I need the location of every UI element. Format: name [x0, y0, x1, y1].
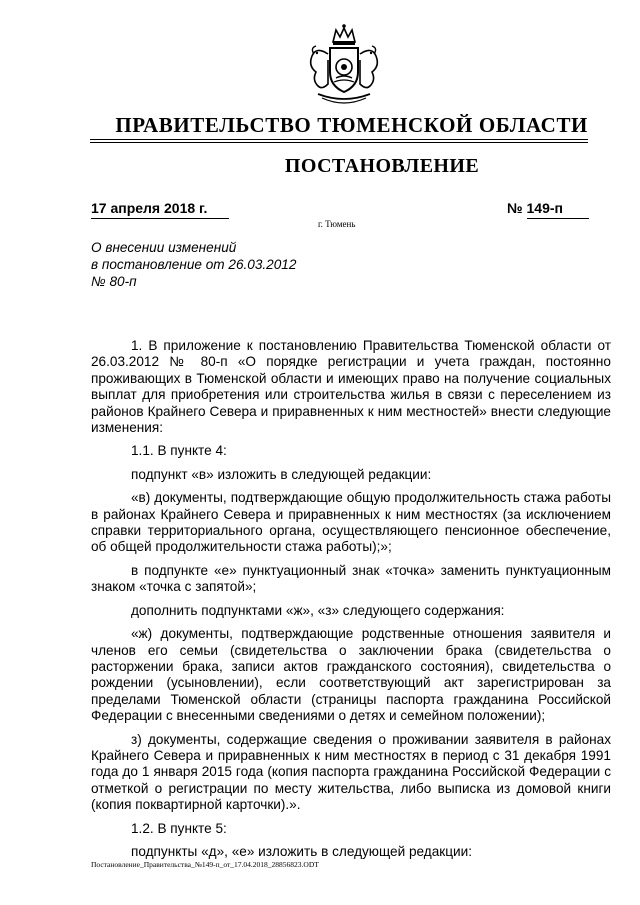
- body-paragraph: подпункты «д», «е» изложить в следующей редакции:: [131, 843, 472, 859]
- title-rule-upper: [90, 139, 588, 140]
- document-number-field: [507, 200, 593, 219]
- organization-title: ПРАВИТЕЛЬСТВО ТЮМЕНСКОЙ ОБЛАСТИ: [115, 113, 588, 137]
- subject-line: № 80-п: [91, 274, 137, 289]
- coat-of-arms-emblem: [298, 20, 390, 112]
- body-paragraph: в подпункте «е» пунктуационный знак «точка» заменить пунктуационным знаком «точка с запятой»;: [91, 562, 611, 595]
- body-paragraph: подпункт «в» изложить в следующей редакции:: [131, 466, 432, 482]
- document-subject: [91, 239, 296, 290]
- document-type: ПОСТАНОВЛЕНИЕ: [284, 155, 480, 177]
- body-paragraph: «в) документы, подтверждающие общую продолжительность стажа работы в районах Крайнего Севера и приравненных к ним местностях (за исключением справки территориального органа, осуществляющего пенсионное обеспечение, об общей продолжительности стажа работы);»;: [91, 490, 611, 555]
- document-body: [91, 338, 611, 860]
- body-paragraph: «ж) документы, подтверждающие родственные отношения заявителя и членов его семьи (свидетельства о заключении брака (свидетельства о расторжении брака, записи актов гражданского состояния), свидетельства о рождении (усыновлении), если соответствующий акт зарегистрирован за пределами Тюменской области (страницы паспорта гражданина Российской Федерации с внесенными сведениями о детях и семейном положении);: [91, 626, 611, 724]
- body-paragraph: 1. В приложение к постановлению Правительства Тюменской области от 26.03.2012 № 80-п «О порядке регистрации и учета граждан, постоянно проживающих в Тюменской области и имеющих право на получение социальных выплат для приобретения или строительства жилья в связи с переселением из районов Крайнего Севера и приравненных к ним местностей» внести следующие изменения:: [91, 338, 611, 436]
- document-date: 17 апреля 2018 г.: [91, 200, 229, 219]
- body-paragraph: 1.1. В пункте 4:: [131, 443, 227, 459]
- body-paragraph: з) документы, содержащие сведения о проживании заявителя в районах Крайнего Севера и приравненных к ним местностях в период с 31 декабря 1991 года до 1 января 2015 года (копия паспорта гражданина Российской Федерации с отметкой о регистрации по месту жительства, либо выписка из домовой книги (копия поквартирной карточки).».: [91, 731, 611, 813]
- footer-filename: Постановление_Правительства_№149-п_от_17.04.2018_28856823.ODT: [91, 860, 319, 869]
- body-paragraph: дополнить подпунктами «ж», «з» следующего содержания:: [131, 602, 505, 618]
- document-city: г. Тюмень: [318, 219, 356, 229]
- number-sign: №: [507, 200, 523, 216]
- document-number: 149-п: [527, 200, 589, 219]
- body-paragraph: 1.2. В пункте 5:: [131, 820, 227, 836]
- subject-line: в постановление от 26.03.2012: [91, 257, 297, 272]
- subject-line: О внесении изменений: [91, 240, 237, 255]
- title-rule-lower: [90, 142, 588, 143]
